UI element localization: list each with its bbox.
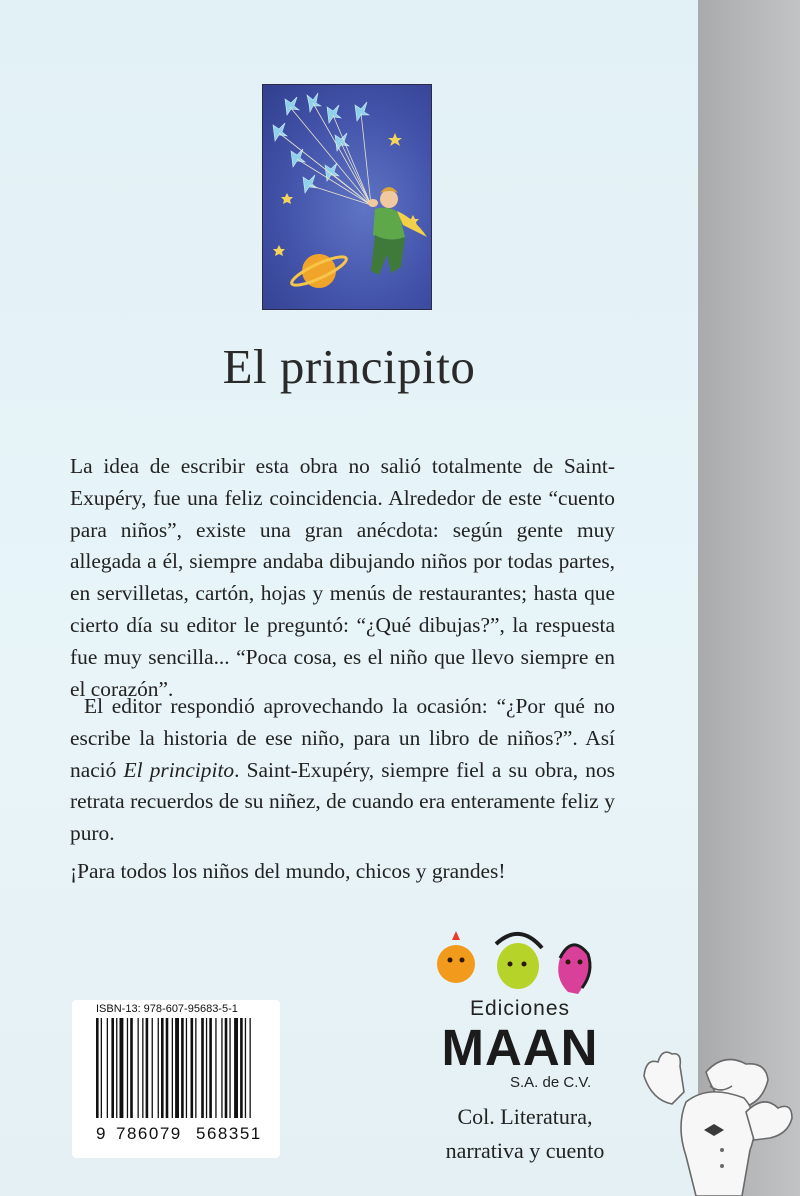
little-prince-mascot: [636, 1032, 800, 1196]
synopsis-paragraph-2-start: El editor respondió aprovechando la ocasión: “¿Por qué no escribe la historia de ese niño, para un libro de niños?”. Así nació: [70, 694, 615, 782]
collection-label: [410, 1100, 640, 1168]
barcode-digit-first: 9: [96, 1124, 107, 1143]
three-heads-logo: [430, 926, 600, 996]
synopsis-paragraph-2-end: . Saint-Exupéry, siempre fiel a su obra, nos retrata recuerdos de su niñez, de cuando era enteramente feliz y puro.: [70, 757, 615, 846]
book-spine: [698, 0, 800, 1196]
collection-line-2: narrativa y cuento: [445, 1138, 605, 1163]
synopsis-paragraph-1: La idea de escribir esta obra no salió totalmente de Saint-Exupéry, fue una feliz coincidencia. Alrededor de este “cuento para niños”, existe una gran anécdota: según gente muy allegada a él, siempre andaba dibujando niños por todas partes, en servilletas, cartón, hojas y menús de restaurantes; hasta que cierto día su editor le preguntó: “¿Qué dibujas?”, la respuesta fue muy sencilla... “Poca cosa, es el niño que llevo siempre en el corazón”.: [70, 454, 615, 701]
book-title: El principito: [222, 339, 476, 394]
collection-line-1: Col. Literatura,: [457, 1104, 593, 1129]
publisher-name: MAAN: [441, 1019, 599, 1076]
barcode-digits-left: 786079: [116, 1124, 182, 1143]
barcode-icon: [96, 1018, 272, 1124]
synopsis-book-title-italic: El principito: [123, 757, 235, 782]
synopsis-paragraph-2: [70, 691, 615, 850]
barcode-digits-right: 568351: [196, 1124, 262, 1143]
isbn-label: ISBN-13: 978-607-95683-5-1: [96, 1003, 238, 1015]
publisher-line-1: Ediciones: [469, 997, 571, 1020]
synopsis-paragraph-3: ¡Para todos los niños del mundo, chicos y grandes!: [70, 859, 506, 883]
publisher-suffix: S.A. de C.V.: [510, 1074, 592, 1091]
little-prince-with-birds-illustration: [262, 84, 432, 310]
